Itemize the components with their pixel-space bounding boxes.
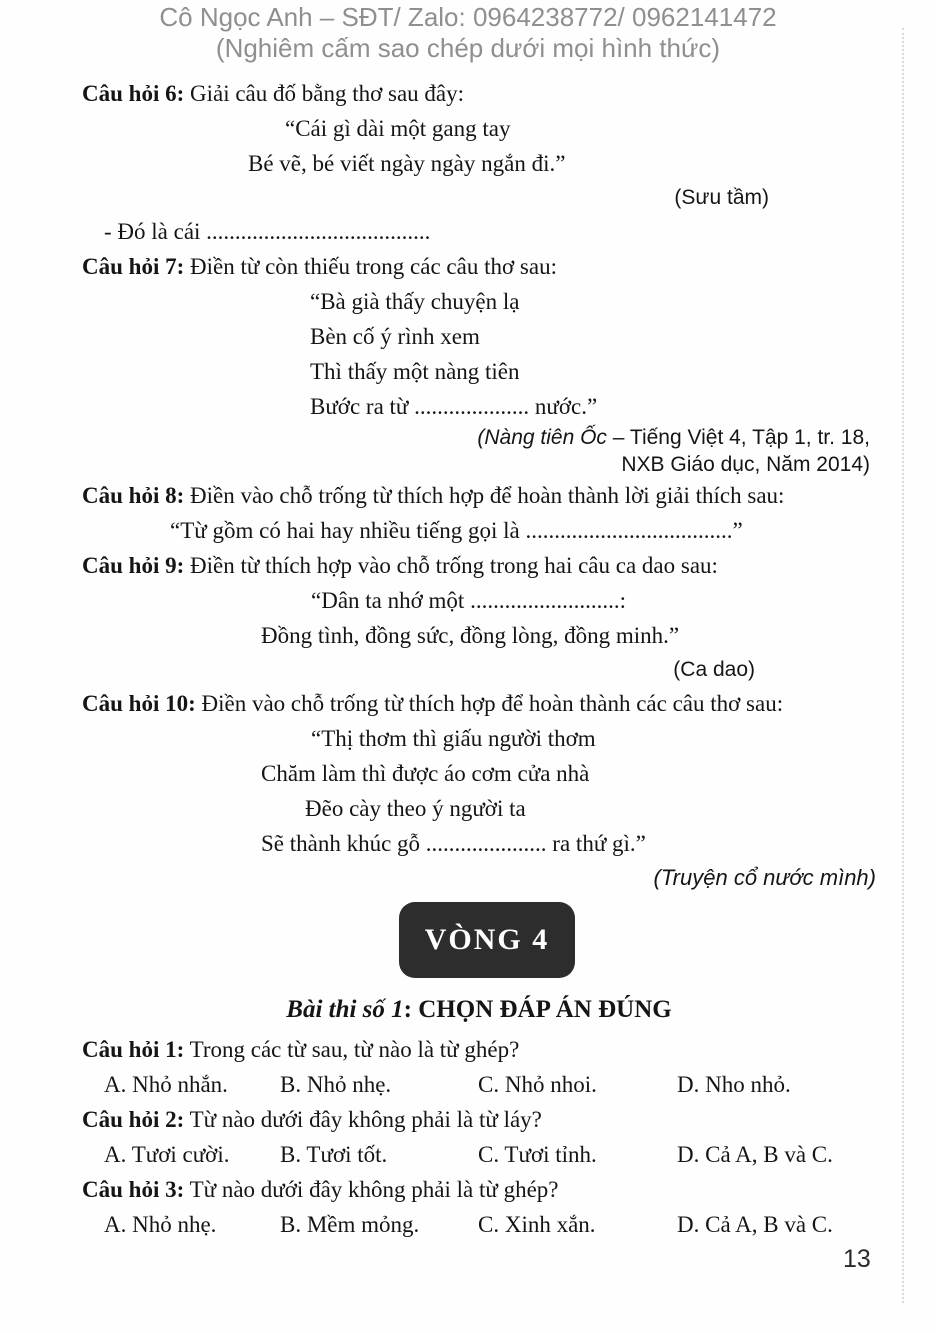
q6-answer-blank-line: - Đó là cái .......................................	[104, 219, 431, 244]
mcq-2-option-c: C. Tươi tỉnh.	[478, 1142, 597, 1167]
mcq-3-options-row	[82, 1207, 876, 1242]
mcq-3-heading	[82, 1172, 876, 1207]
mcq-2-heading	[82, 1102, 876, 1137]
question-9-label: Câu hỏi 9:	[82, 553, 185, 578]
q7-citation	[82, 424, 876, 478]
q9-source-note: (Ca dao)	[673, 658, 755, 681]
exam-title-text: : CHỌN ĐÁP ÁN ĐÚNG	[403, 996, 672, 1023]
q10-poem-line-4: Sẽ thành khúc gỗ ..................... ra thứ gì.”	[261, 831, 646, 856]
q10-poem-line-3: Đẽo cày theo ý người ta	[305, 796, 526, 821]
mcq-2-options-row	[82, 1137, 876, 1172]
question-8-prompt: Điền vào chỗ trống từ thích hợp để hoàn thành lời giải thích sau:	[184, 483, 785, 508]
question-7-prompt: Điền từ còn thiếu trong các câu thơ sau:	[184, 254, 557, 279]
question-8-label: Câu hỏi 8:	[82, 483, 185, 508]
question-6-heading	[82, 76, 876, 111]
header-contact-line: Cô Ngọc Anh – SĐT/ Zalo: 0964238772/ 0962141472	[159, 2, 777, 32]
page-content	[0, 64, 936, 1242]
round-badge-container	[82, 902, 876, 978]
exam-section-title	[82, 994, 876, 1026]
question-7-heading	[82, 249, 876, 284]
q7-citation-title: (Nàng tiên Ốc	[477, 426, 607, 449]
mcq-2-prompt: Từ nào dưới đây không phải là từ láy?	[184, 1107, 542, 1132]
q7-poem-line-1: “Bà già thấy chuyện lạ	[310, 289, 520, 314]
question-10-heading	[82, 686, 876, 721]
question-9-heading	[82, 548, 876, 583]
q6-poem-line-2: Bé vẽ, bé viết ngày ngày ngắn đi.”	[248, 151, 566, 176]
q9-verse-line-2: Đồng tình, đồng sức, đồng lòng, đồng minh.”	[261, 623, 680, 648]
mcq-3-label: Câu hỏi 3:	[82, 1177, 185, 1202]
mcq-3-option-b: B. Mềm mỏng.	[280, 1212, 420, 1237]
mcq-2-option-a: A. Tươi cười.	[104, 1142, 230, 1167]
q10-source-note: (Truyện cổ nước mình)	[653, 865, 876, 890]
q7-poem-line-3: Thì thấy một nàng tiên	[310, 359, 520, 384]
mcq-1-option-c: C. Nhỏ nhoi.	[478, 1072, 597, 1097]
mcq-1-option-a: A. Nhỏ nhắn.	[104, 1072, 228, 1097]
mcq-3-option-a: A. Nhỏ nhẹ.	[104, 1212, 217, 1237]
mcq-1-option-b: B. Nhỏ nhẹ.	[280, 1072, 392, 1097]
mcq-1-option-d: D. Nho nhỏ.	[677, 1072, 791, 1097]
question-8-heading	[82, 478, 876, 513]
q10-poem-line-1: “Thị thơm thì giấu người thơm	[311, 726, 596, 751]
question-10-label: Câu hỏi 10:	[82, 691, 196, 716]
mcq-2-option-d: D. Cả A, B và C.	[677, 1142, 833, 1167]
q7-poem-line-4: Bước ra từ .................... nước.”	[310, 394, 598, 419]
exam-title-number: Bài thi số 1	[286, 996, 404, 1023]
mcq-3-option-c: C. Xinh xắn.	[478, 1212, 596, 1237]
mcq-1-label: Câu hỏi 1:	[82, 1037, 185, 1062]
mcq-2-label: Câu hỏi 2:	[82, 1107, 185, 1132]
q7-poem-line-2: Bèn cố ý rình xem	[310, 324, 480, 349]
page-header	[0, 0, 936, 64]
q6-source-note: (Sưu tầm)	[674, 186, 769, 209]
question-6-label: Câu hỏi 6:	[82, 81, 185, 106]
question-6-prompt: Giải câu đố bằng thơ sau đây:	[184, 81, 465, 106]
mcq-2-option-b: B. Tươi tốt.	[280, 1142, 388, 1167]
q9-verse-line-1: “Dân ta nhớ một ..........................:	[311, 588, 626, 613]
mcq-1-prompt: Trong các từ sau, từ nào là từ ghép?	[184, 1037, 520, 1062]
round-badge: VÒNG 4	[399, 902, 576, 978]
q8-blank-line: “Từ gồm có hai hay nhiều tiếng gọi là ....................................”	[170, 518, 743, 543]
q7-citation-ref: – Tiếng Việt 4, Tập 1, tr. 18,	[606, 426, 870, 449]
page-number: 13	[843, 1245, 871, 1273]
question-10-prompt: Điền vào chỗ trống từ thích hợp để hoàn thành các câu thơ sau:	[195, 691, 784, 716]
mcq-3-prompt: Từ nào dưới đây không phải là từ ghép?	[184, 1177, 559, 1202]
question-7-label: Câu hỏi 7:	[82, 254, 185, 279]
q10-poem-line-2: Chăm làm thì được áo cơm cửa nhà	[261, 761, 590, 786]
mcq-3-option-d: D. Cả A, B và C.	[677, 1212, 833, 1237]
mcq-1-heading	[82, 1032, 876, 1067]
q6-poem-line-1: “Cái gì dài một gang tay	[285, 116, 511, 141]
mcq-1-options-row	[82, 1067, 876, 1102]
q7-citation-line-2: NXB Giáo dục, Năm 2014)	[621, 453, 870, 476]
header-copyright-line: (Nghiêm cấm sao chép dưới mọi hình thức)	[215, 33, 721, 63]
q7-citation-line-1	[82, 424, 870, 451]
question-9-prompt: Điền từ thích hợp vào chỗ trống trong hai câu ca dao sau:	[184, 553, 718, 578]
